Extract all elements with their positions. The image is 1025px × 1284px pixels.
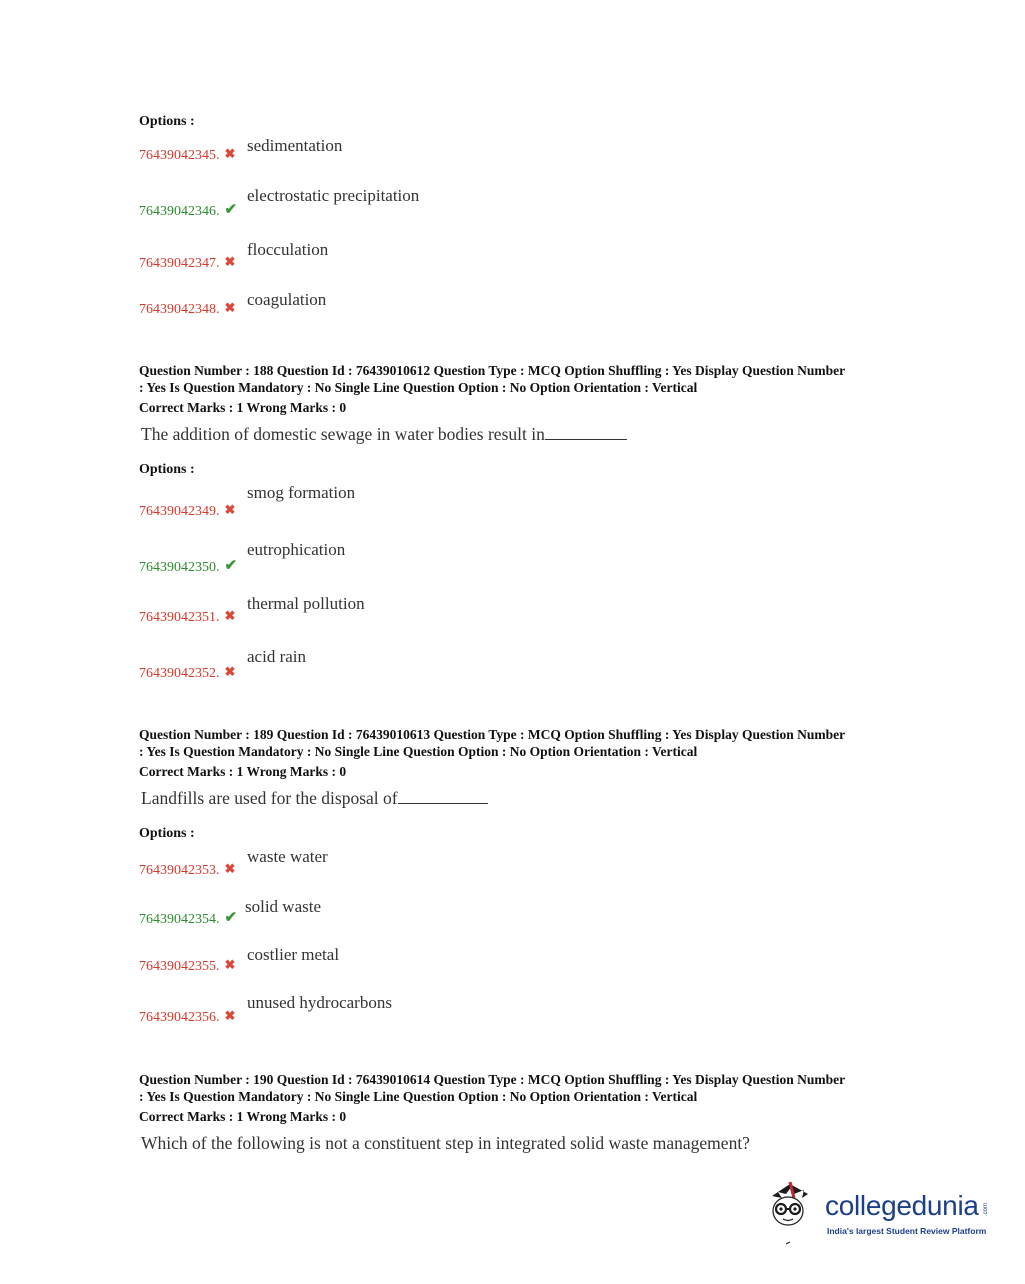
question-text: Which of the following is not a constituent step in integrated solid waste management? <box>141 1133 750 1153</box>
option-id: 76439042351. ✖ <box>139 608 236 625</box>
option-id: 76439042349. ✖ <box>139 502 236 519</box>
option-id: 76439042345. ✖ <box>139 146 236 163</box>
option-text: acid rain <box>247 647 306 666</box>
answer-blank <box>398 789 488 804</box>
cross-icon: ✖ <box>224 861 236 876</box>
question-meta: Question Number : 189 Question Id : 76439010613 Question Type : MCQ Option Shuffling : Yes Display Question Number : Yes Is Question Mandatory : No Single Line Question Option : No Option Orientation : Vertical Correct Marks : 1 Wrong Marks : 0 <box>139 727 846 779</box>
option-text: waste water <box>247 847 328 866</box>
option-id: 76439042355. ✖ <box>139 957 236 974</box>
option-id: 76439042354. ✔ <box>139 910 238 927</box>
option-id: 76439042356. ✖ <box>139 1008 236 1025</box>
option-text: thermal pollution <box>247 594 365 613</box>
option-id: 76439042352. ✖ <box>139 664 236 681</box>
option-text: sedimentation <box>247 136 343 155</box>
question-meta: Question Number : 188 Question Id : 76439010612 Question Type : MCQ Option Shuffling : Yes Display Question Number : Yes Is Question Mandatory : No Single Line Question Option : No Option Orientation : Vertical Correct Marks : 1 Wrong Marks : 0 <box>139 363 846 415</box>
cross-icon: ✖ <box>224 1008 236 1023</box>
option-id: 76439042347. ✖ <box>139 254 236 271</box>
cross-icon: ✖ <box>224 146 236 161</box>
cross-icon: ✖ <box>224 502 236 517</box>
question-text: The addition of domestic sewage in water bodies result in <box>141 424 627 445</box>
option-text: costlier metal <box>247 945 340 964</box>
question-text: Landfills are used for the disposal of <box>141 788 488 809</box>
option-id: 76439042350. ✔ <box>139 558 238 575</box>
check-icon: ✔ <box>224 202 238 218</box>
option-text: smog formation <box>247 483 356 502</box>
options-label: Options : <box>139 462 195 477</box>
brand-name: collegedunia <box>825 1190 979 1221</box>
question-meta: Question Number : 190 Question Id : 76439010614 Question Type : MCQ Option Shuffling : Yes Display Question Number : Yes Is Question Mandatory : No Single Line Question Option : No Option Orientation : Vertical Correct Marks : 1 Wrong Marks : 0 <box>139 1072 846 1124</box>
options-label: Options : <box>139 826 195 841</box>
brand-suffix: .com <box>983 1203 989 1217</box>
check-icon: ✔ <box>224 910 238 926</box>
option-text: eutrophication <box>247 540 346 559</box>
options-label: Options : <box>139 114 195 129</box>
option-text: flocculation <box>247 240 329 259</box>
option-id: 76439042346. ✔ <box>139 202 238 219</box>
option-text: coagulation <box>247 290 327 309</box>
cross-icon: ✖ <box>224 300 236 315</box>
check-icon: ✔ <box>224 558 238 574</box>
option-text: solid waste <box>245 897 322 916</box>
cross-icon: ✖ <box>224 664 236 679</box>
cross-icon: ✖ <box>224 957 236 972</box>
brand-tagline: India's largest Student Review Platform <box>827 1226 987 1236</box>
cross-icon: ✖ <box>224 254 236 269</box>
option-text: electrostatic precipitation <box>247 186 420 205</box>
answer-blank <box>545 425 627 440</box>
cross-icon: ✖ <box>224 608 236 623</box>
option-id: 76439042353. ✖ <box>139 861 236 878</box>
option-id: 76439042348. ✖ <box>139 300 236 317</box>
option-text: unused hydrocarbons <box>247 993 392 1012</box>
